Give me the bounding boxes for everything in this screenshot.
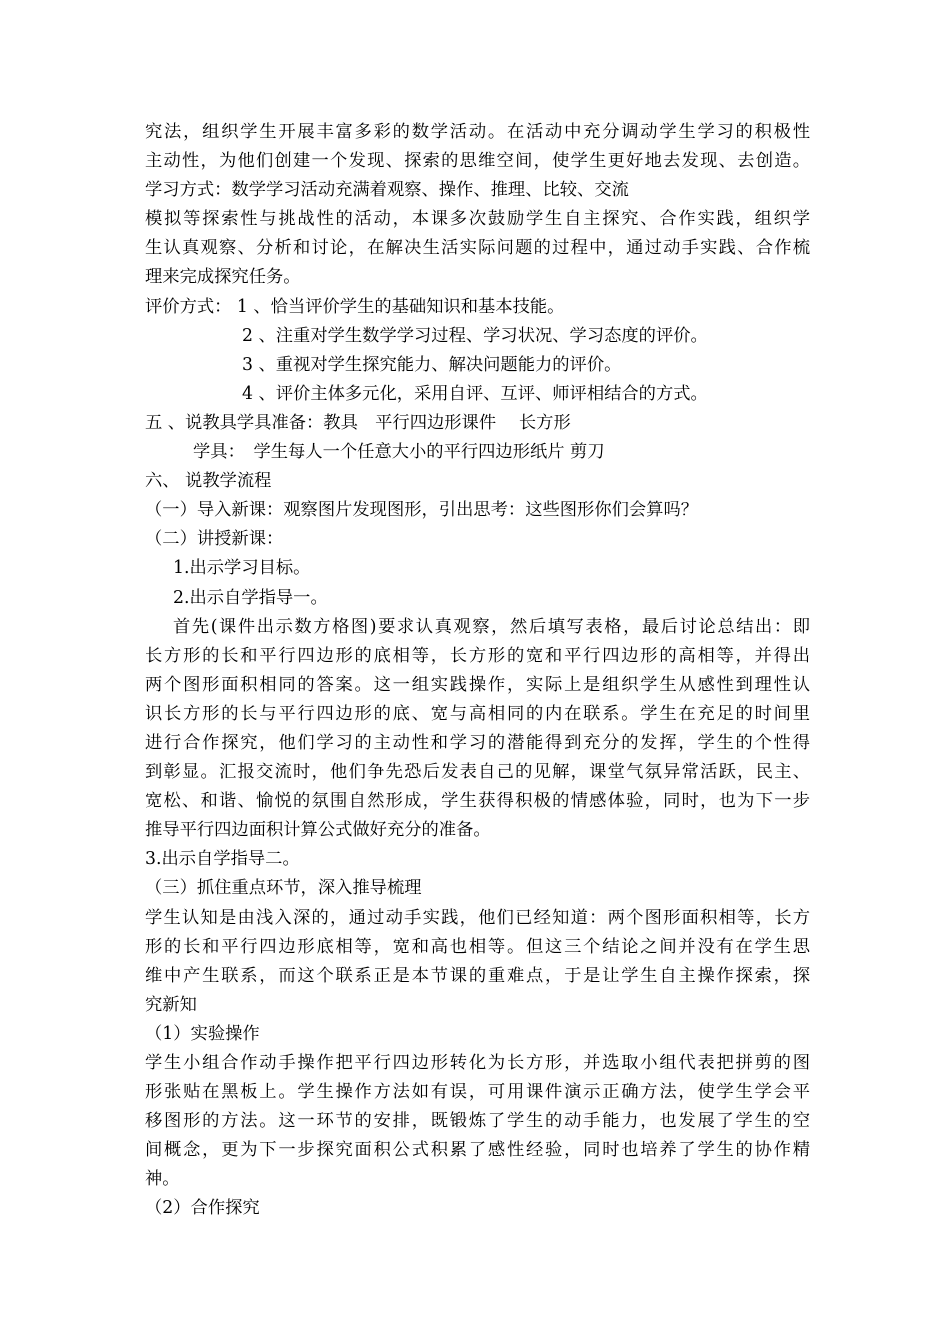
evaluation-item: 2 、注重对学生数学学习过程、学习状况、学习态度的评价。 — [242, 325, 708, 346]
text-line: 长方形的长和平行四边形的底相等，长方形的宽和平行四边形的高相等，并得出 — [145, 645, 810, 666]
evaluation-item: 3 、重视对学生探究能力、解决问题能力的评价。 — [242, 354, 622, 375]
text-line: 识长方形的长与平行四边形的底、宽与高相同的内在联系。学生在充足的时间里 — [145, 703, 810, 724]
evaluation-heading: 评价方式： 1 、恰当评价学生的基础知识和基本技能。 — [145, 296, 565, 317]
text-line: 移图形的方法。这一环节的安排，既锻炼了学生的动手能力，也发展了学生的空 — [145, 1111, 810, 1132]
text-line: 究法，组织学生开展丰富多彩的数学活动。在活动中充分调动学生学习的积极性 — [145, 122, 810, 142]
text-line: 进行合作探究，他们学习的主动性和学习的潜能得到充分的发挥，学生的个性得 — [145, 732, 810, 753]
text-line: 间概念，更为下一步探究面积公式积累了感性经验，同时也培养了学生的协作精 — [145, 1140, 810, 1161]
text-line: 形张贴在黑板上。学生操作方法如有误，可用课件演示正确方法，使学生学会平 — [145, 1082, 810, 1103]
text-line: 到彰显。汇报交流时，他们争先恐后发表自己的见解，课堂气氛异常活跃，民主、 — [145, 762, 810, 783]
section-six-heading: 六、 说教学流程 — [145, 471, 272, 492]
text-line: 生认真观察、分析和讨论，在解决生活实际问题的过程中，通过动手实践、合作梳 — [145, 238, 810, 259]
evaluation-item: 4 、评价主体多元化，采用自评、互评、师评相结合的方式。 — [242, 383, 708, 404]
text-line: 两个图形面积相同的答案。这一组实践操作，实际上是组织学生从感性到理性认 — [145, 674, 810, 695]
text-line: 理来完成探究任务。 — [145, 267, 301, 288]
subsection-heading: （2）合作探究 — [145, 1198, 260, 1219]
numbered-item: 1.出示学习目标。 — [173, 558, 311, 579]
section-five-heading: 五 、说教具学具准备：教具 平行四边形课件 长方形 — [145, 412, 571, 433]
text-line: 推导平行四边面积计算公式做好充分的准备。 — [145, 820, 491, 841]
text-line: 神。 — [145, 1169, 180, 1190]
subsection-heading: （一）导入新课：观察图片发现图形，引出思考：这些图形你们会算吗？ — [145, 500, 699, 521]
text-line: 学生认知是由浅入深的，通过动手实践，他们已经知道：两个图形面积相等，长方 — [145, 907, 810, 928]
learning-tools-line: 学具： 学生每人一个任意大小的平行四边形纸片 剪刀 — [193, 442, 605, 463]
subsection-heading: （二）讲授新课： — [145, 529, 284, 550]
text-line: 形的长和平行四边形底相等，宽和高也相等。但这三个结论之间并没有在学生思 — [145, 936, 810, 957]
subsection-heading: （1）实验操作 — [145, 1023, 260, 1044]
numbered-item: 3.出示自学指导二。 — [145, 849, 300, 870]
text-line: 究新知 — [145, 994, 197, 1015]
text-line: 首先(课件出示数方格图)要求认真观察，然后填写表格，最后讨论总结出：即 — [173, 616, 810, 637]
text-line: 学生小组合作动手操作把平行四边形转化为长方形，并选取小组代表把拼剪的图 — [145, 1053, 810, 1073]
text-line: 维中产生联系，而这个联系正是本节课的重难点，于是让学生自主操作探索，探 — [145, 965, 810, 986]
document-page — [145, 118, 810, 1224]
subsection-heading: （三）抓住重点环节，深入推导梳理 — [145, 878, 422, 899]
learning-method-heading: 学习方式：数学学习活动充满着观察、操作、推理、比较、交流 — [145, 180, 629, 201]
text-line: 模拟等探索性与挑战性的活动，本课多次鼓励学生自主探究、合作实践，组织学 — [145, 209, 810, 230]
numbered-item: 2.出示自学指导一。 — [173, 587, 328, 608]
text-line: 宽松、和谐、愉悦的氛围自然形成，学生获得积极的情感体验，同时，也为下一步 — [145, 791, 810, 812]
text-line: 主动性，为他们创建一个发现、探索的思维空间，使学生更好地去发现、去创造。 — [145, 151, 810, 172]
